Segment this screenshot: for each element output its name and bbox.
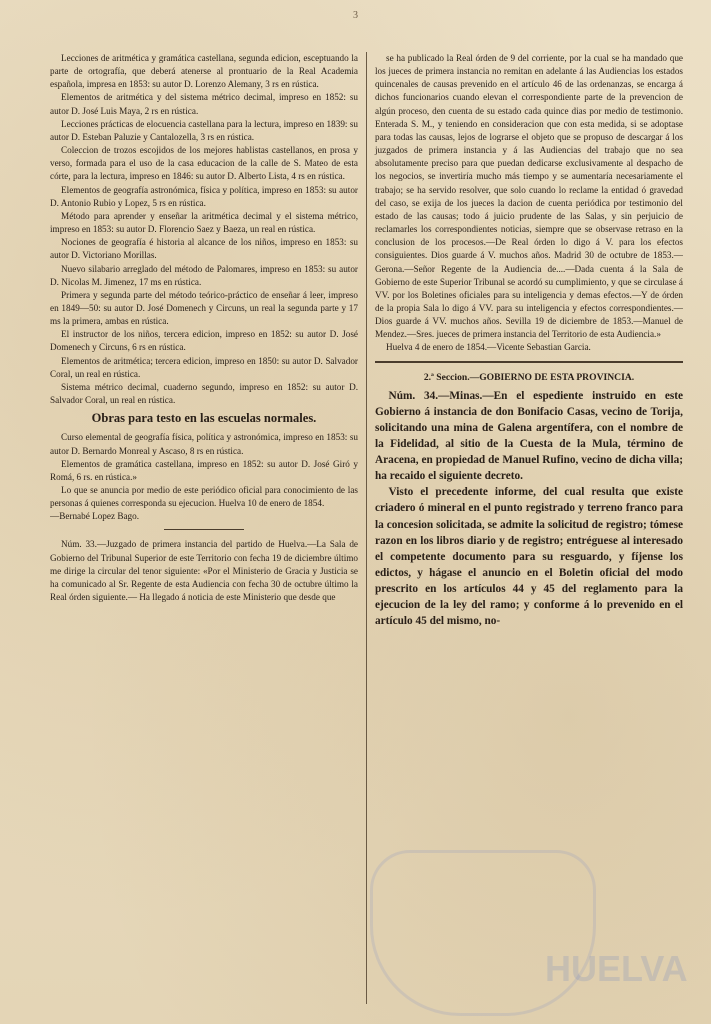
paragraph: Método para aprender y enseñar la aritmética decimal y el sistema métrico, impreso en 1853: su autor D. Florencio Saez y Baeza, un real en rústica.: [50, 210, 358, 235]
paragraph: Nuevo silabario arreglado del método de Palomares, impreso en 1853: su autor D. Nicolas M. Jimenez, 17 ms en rústica.: [50, 263, 358, 287]
watermark-shield: [370, 850, 596, 1016]
paragraph: Elementos de aritmética; tercera edicion, impreso en 1850: su autor D. Salvador Coral, un real en rústica.: [50, 355, 358, 379]
page-number: 3: [353, 10, 358, 21]
paragraph: Elementos de gramática castellana, impreso en 1852: su autor D. José Giró y Romá, 6 rs. en rústica.»: [50, 458, 358, 482]
paragraph: Elementos de aritmética y del sistema métrico decimal, impreso en 1852: su autor D. José Luis Maya, 2 rs en rústica.: [50, 92, 358, 116]
watermark: HUELVA: [545, 948, 688, 989]
section-title: 2.ª Seccion.—GOBIERNO DE ESTA PROVINCIA.: [423, 371, 635, 383]
paragraph: Elementos de geografía astronómica, física y política, impreso en 1853: su autor D. Antonio Rubio y Lopez, 5 rs en rústica.: [50, 184, 358, 208]
separator-rule: [164, 529, 244, 530]
paragraph: se ha publicado la Real órden de 9 del corriente, por la cual se ha mandado que los jueces de primera instancia no remitan en adelante á las Audiencias los estados quincenales de causas prevenido en el artículo 46 de las ordenanzas, se encarga á dichos funcionarios cuando elevan el correspondiente parte de la prevencion de algún proceso, den cuenta de su estado cada quince dias por medio de testimonio. Enterada S. M., y teniendo en consideracion que con esta medida, si se adoptase para todas las causas, lejos de lograrse el objeto que se propuso de descargar á los juzgados de primera instancia y á las Audiencias del trabajo que no sea absolutamente preciso para que puedan dedicarse exclusivamente al despacho de los negocios, se invertiría mucho más tiempo y se aumentaría necesariamente el trabajo; se ha servido resolver, que solo cuando lo reclame la entidad ó gravedad del caso, se exija de los jueces la dacion de cuenta periódica por testimonio del estado de las causas; todo á juicio prudente de las Salas, y sin perjuicio de reclamarles los correspondientes noticias, siempre que se observase retraso en la conclusion de los procesos.—De Real órden lo digo á V. para los efectos consiguientes. Dios guarde á V. muchos años. Madrid 30 de octubre de 1853.—Gerona.—Señor Regente de la Audiencia de....—Dada cuenta á la Sala de Gobierno de este Superior Tribunal se acordó su cumplimiento, y que se circulase á VV. por los Boletines oficiales para su inteligencia y demas efectos.—Y de órden de la propia Sala lo digo á VV. para su inteligencia y efectos correspondientes.— Dios guarde á VV. muchos años. Sevilla 19 de diciembre de 1853.—Manuel de Mendez.—Sres. jueces de primera instancia del Territorio de esta Audiencia.»: [375, 53, 683, 340]
paragraph: Lecciones prácticas de elocuencia castellana para la lectura, impreso en 1839: su autor D. Esteban Paluzie y Cantalozella, 3 rs en rústica.: [50, 118, 358, 142]
paragraph: Visto el precedente informe, del cual resulta que existe criadero ó mineral en el punto registrado y terreno franco para la concesion solicitada, se admite la solicitud de registro; tómese razon en los libros diario y de registro; entréguese al interesado el competente documento para su resguardo, y fíjense los edictos, y hágase el anuncio en el Boletin oficial del modo prescrito en los artículos 44 y 45 del reglamento para la ejecucion de la ley del ramo; y conforme á lo prevenido en el artículo 45 del mismo, no-: [375, 486, 683, 628]
left-column: [50, 52, 358, 1004]
separator-rule: [375, 361, 683, 363]
paragraph: Nociones de geografía é historia al alcance de los niños, impreso en 1853: su autor D. Victoriano Morillas.: [50, 237, 358, 261]
paragraph: Lo que se anuncia por medio de este periódico oficial para conocimiento de las personas á quienes corresponda su ejecucion. Huelva 10 de enero de 1854.: [50, 485, 358, 509]
section-heading: Obras para testo en las escuelas normales.: [91, 411, 317, 426]
signature-line: —Bernabé Lopez Bago.: [50, 511, 140, 522]
paragraph: Núm. 34.—Minas.—En el espediente instruido en este Gobierno á instancia de don Bonifacio Casas, vecino de Torija, solicitando una mina de Galena argentífera, con el nombre de la Fidelidad, al sitio de la Cuesta de la Mula, término de Aracena, en propiedad de Manuel Rufino, vecino de dicha villa; ha recaido el siguiente decreto.: [375, 389, 683, 483]
paragraph: Sistema métrico decimal, cuaderno segundo, impreso en 1852: su autor D. Salvador Coral, un real en rústica.: [50, 381, 358, 406]
paragraph: Lecciones de aritmética y gramática castellana, segunda edicion, esceptuando la parte de ortografía, que deberá atenerse al prontuario de la Real Academia española, impresa en 1853: su autor D. Lorenzo Alemany, 3 rs en rústica.: [50, 53, 358, 90]
paragraph: Primera y segunda parte del método teórico-práctico de enseñar á leer, impreso en 1849—50: su autor D. José Domenech y Circuns, un real la segunda parte y 17 ms la primera, ambas en rústica.: [50, 289, 358, 327]
paragraph: Curso elemental de geografía física, política y astronómica, impreso en 1853: su autor D. Bernardo Monreal y Ascaso, 8 rs en rústica.: [50, 432, 358, 456]
paragraph: Coleccion de trozos escojidos de los mejores hablistas castellanos, en prosa y verso, formada para el uso de la casa educacion de la calle de S. Mateo de esta córte, para la lectura, impreso en 1846: su autor D. Alberto Lista, 4 rs en rústica.: [50, 145, 358, 182]
signature-line: Huelva 4 de enero de 1854.—Vicente Sebastian Garcia.: [386, 342, 591, 353]
notice-34: [375, 388, 683, 629]
paragraph: El instructor de los niños, tercera edicion, impreso en 1852: su autor D. José Domenech y Circuns, 6 rs en rústica.: [50, 329, 358, 353]
notice-33: Núm. 33.—Juzgado de primera instancia del partido de Huelva.—La Sala de Gobierno del Tribunal Superior de este Territorio con fecha 19 de diciembre último me dirige la circular del tenor siguiente: «Por el Ministerio de Gracia y Justicia se ha comunicado al Sr. Regente de esta Audiencia con fecha 30 de octubre último la Real órden siguiente.— Ha llegado á noticia de este Ministerio que desde que: [50, 539, 358, 603]
